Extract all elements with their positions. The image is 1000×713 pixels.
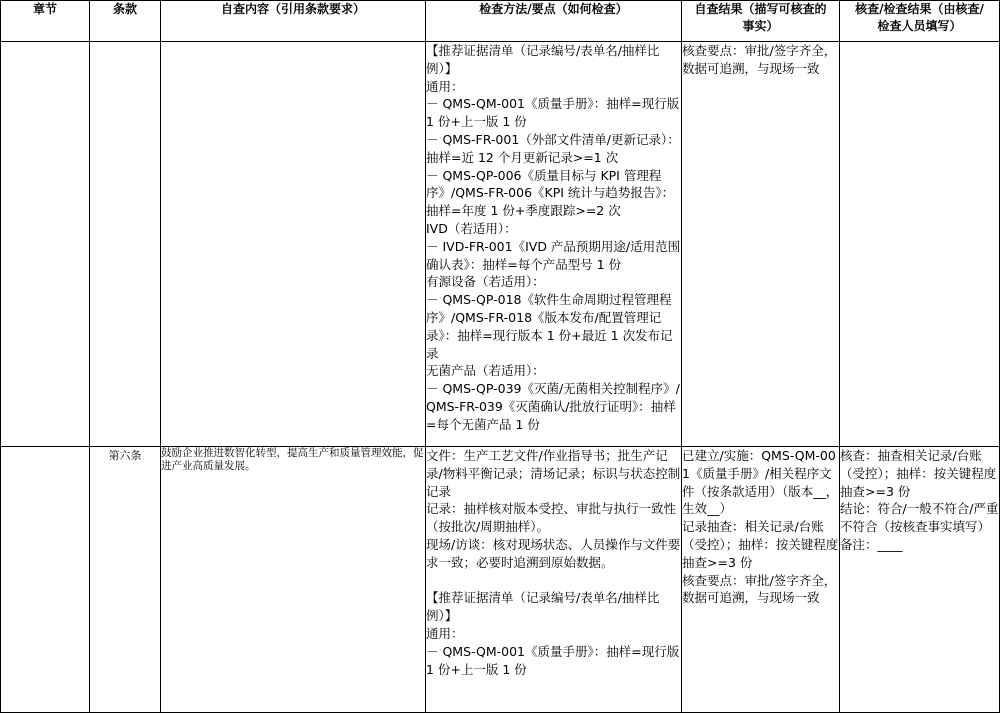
article-cell[interactable] [90,42,161,447]
cell-text-line [426,572,681,590]
verify-cell[interactable] [840,447,1000,713]
cell-text-line: － QMS-QM-001《质量手册》：抽样=现行版 1 份+上一版 1 份 [426,643,684,677]
content-cell[interactable] [161,42,426,447]
article-cell[interactable]: 第六条 [90,447,161,713]
cell-text-line: － IVD-FR-001《IVD 产品预期用途/适用范围确认表》：抽样=每个产品型号 1 份 [426,238,681,272]
cell-text-line: 现场/访谈：核对现场状态、人员操作与文件要求一致；必要时追溯到原始数据。 [426,536,681,570]
header-method: 检查方法/要点（如何检查） [426,1,682,42]
table-row [1,447,1000,713]
method-cell[interactable] [426,42,682,447]
method-cell[interactable] [426,447,682,713]
header-row [1,1,1000,42]
cell-text-line: 有源设备（若适用）： [426,274,545,290]
cell-text-line: 【推荐证据清单（记录编号/表单名/抽样比例）】 [426,590,660,624]
header-content: 自查内容（引用条款要求） [161,1,426,42]
cell-text-line: 核查：抽查相关记录/台账（受控）；抽样：按关键程度抽查>=3 份 [840,448,997,499]
chapter-cell[interactable] [1,42,90,447]
verify-cell[interactable] [840,42,1000,447]
cell-text-line: 结论：符合/一般不符合/严重不符合（按核查事实填写） [840,501,999,535]
chapter-cell[interactable] [1,447,90,713]
header-result-line1: 自查结果（描写可核查的 [694,2,827,16]
cell-text-line: 通用： [426,78,464,94]
header-verify-line1: 核查/检查结果（由核查/ [855,2,984,16]
cell-text-line: 记录抽查：相关记录/台账（受控）；抽样：按关键程度抽查>=3 份 [682,519,839,570]
result-cell[interactable] [682,447,840,713]
header-chapter: 章节 [1,1,90,42]
cell-text-line: IVD（若适用）： [426,220,517,236]
cell-text-line: － QMS-QP-006《质量目标与 KPI 管理程序》/QMS-FR-006《KPI 统计与趋势报告》：抽样=年度 1 份+季度跟踪>=2 次 [426,167,675,219]
result-cell[interactable] [682,42,840,447]
cell-text-line: － QMS-QP-039《灭菌/无菌相关控制程序》/QMS-FR-039《灭菌确认/批放行证明》：抽样=每个无菌产品 1 份 [426,381,680,432]
cell-text-line: 【推荐证据清单（记录编号/表单名/抽样比例）】 [426,43,660,76]
header-verify-line2: 检查人员填写） [877,19,962,33]
header-article: 条款 [90,1,161,42]
header-verify [840,1,1000,42]
cell-text-line: 记录：抽样核对版本受控、审批与执行一致性（按批次/周期抽样）。 [426,501,677,535]
table-row [1,42,1000,447]
header-result-line2: 事实） [742,19,779,33]
cell-text-line: － QMS-QM-001《质量手册》：抽样=现行版 1 份+上一版 1 份 [426,96,684,130]
cell-text-line: － QMS-QP-018《软件生命周期过程管理程序》/QMS-FR-018《版本发布/配置管理记录》：抽样=现行版本 1 份+最近 1 次发布记录 [426,292,673,361]
cell-text-line: － QMS-FR-001（外部文件清单/更新记录）：抽样=近 12 个月更新记录>=1 次 [426,131,680,165]
cell-text-line: 无菌产品（若适用）： [426,363,545,379]
cell-text-line: 备注：____ [840,536,903,552]
content-cell[interactable]: 鼓励企业推进数智化转型，提高生产和质量管理效能，促进产业高质量发展。 [161,447,426,713]
cell-text-line: 核查要点：审批/签字齐全，数据可追溯，与现场一致 [682,43,837,76]
cell-text-line: 文件：生产工艺文件/作业指导书；批生产记录/物料平衡记录；清场记录；标识与状态控制记录 [426,448,681,499]
cell-text-line: 核查要点：审批/签字齐全，数据可追溯，与现场一致 [682,572,837,606]
cell-text-line: 已建立/实施：QMS-QM-001《质量手册》/相关程序文件（按条款适用）（版本__，生效__） [682,448,839,517]
cell-text-line: 通用： [426,625,464,641]
header-result [682,1,840,42]
